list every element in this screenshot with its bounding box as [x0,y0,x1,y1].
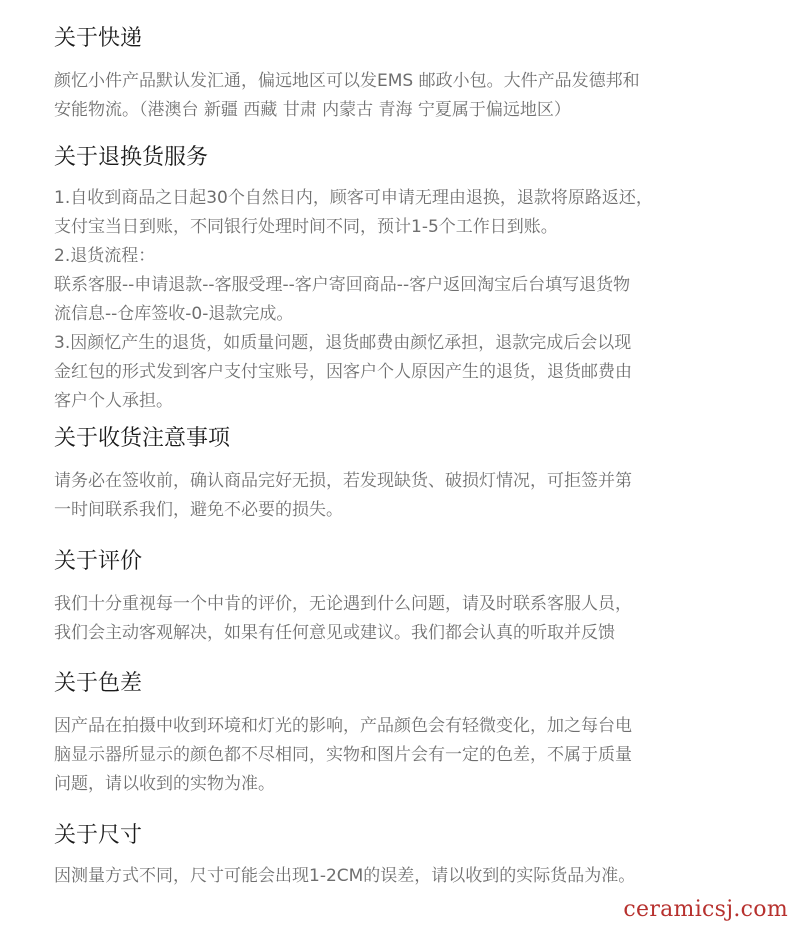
section-body-color [54,712,766,799]
text-line: 一时间联系我们，避免不必要的损失。 [54,500,343,520]
section-title-size: 关于尺寸 [54,823,143,848]
section-receipt [54,424,766,525]
text-line: 联系客服--申请退款--客服受理--客户寄回商品--客户返回淘宝后台填写退货物 [54,275,631,295]
text-line: 金红包的形式发到客户支付宝账号，因客户个人原因产生的退货，退货邮费由 [54,362,632,382]
text-line: 客户个人承担。 [54,391,173,411]
watermark-text: ceramicsj.com [623,897,788,922]
section-title-returns: 关于退换货服务 [54,145,209,170]
text-line: 颜忆小件产品默认发汇通，偏远地区可以发EMS 邮政小包。大件产品发德邦和 [54,71,640,91]
section-body-express [54,67,766,125]
text-line: 流信息--仓库签收-0-退款完成。 [54,304,294,324]
text-line: 1.自收到商品之日起30个自然日内，顾客可申请无理由退换，退款将原路返还， [54,188,653,208]
text-line: 安能物流。（港澳台 新疆 西藏 甘肃 内蒙古 青海 宁夏属于偏远地区） [54,100,571,120]
section-title-color: 关于色差 [54,671,143,696]
text-line: 支付宝当日到账，不同银行处理时间不同，预计1-5个工作日到账。 [54,217,558,237]
section-returns [54,143,766,416]
text-line: 因产品在拍摄中收到环境和灯光的影响，产品颜色会有轻微变化，加之每台电 [54,716,632,736]
text-line: 脑显示器所显示的颜色都不尽相同，实物和图片会有一定的色差，不属于质量 [54,745,632,765]
section-color [54,669,766,799]
text-line: 我们十分重视每一个中肯的评价，无论遇到什么问题，请及时联系客服人员， [54,594,632,614]
section-body-size [54,862,766,891]
section-title-review: 关于评价 [54,549,143,574]
text-line: 请务必在签收前，确认商品完好无损，若发现缺货、破损灯情况，可拒签并第 [54,471,632,491]
section-body-returns [54,184,766,416]
section-body-receipt [54,467,766,525]
text-line: 2.退货流程： [54,246,156,266]
section-body-review [54,590,766,648]
text-line: 因测量方式不同，尺寸可能会出现1-2CM的误差，请以收到的实际货品为准。 [54,866,636,886]
section-title-express: 关于快递 [54,26,143,51]
section-title-receipt: 关于收货注意事项 [54,426,231,451]
text-line: 问题，请以收到的实物为准。 [54,774,275,794]
text-line: 3.因颜忆产生的退货，如质量问题，退货邮费由颜忆承担，退款完成后会以现 [54,333,632,353]
section-express [54,24,766,125]
section-review [54,547,766,648]
text-line: 我们会主动客观解决，如果有任何意见或建议。我们都会认真的听取并反馈 [54,623,615,643]
section-size [54,821,766,891]
